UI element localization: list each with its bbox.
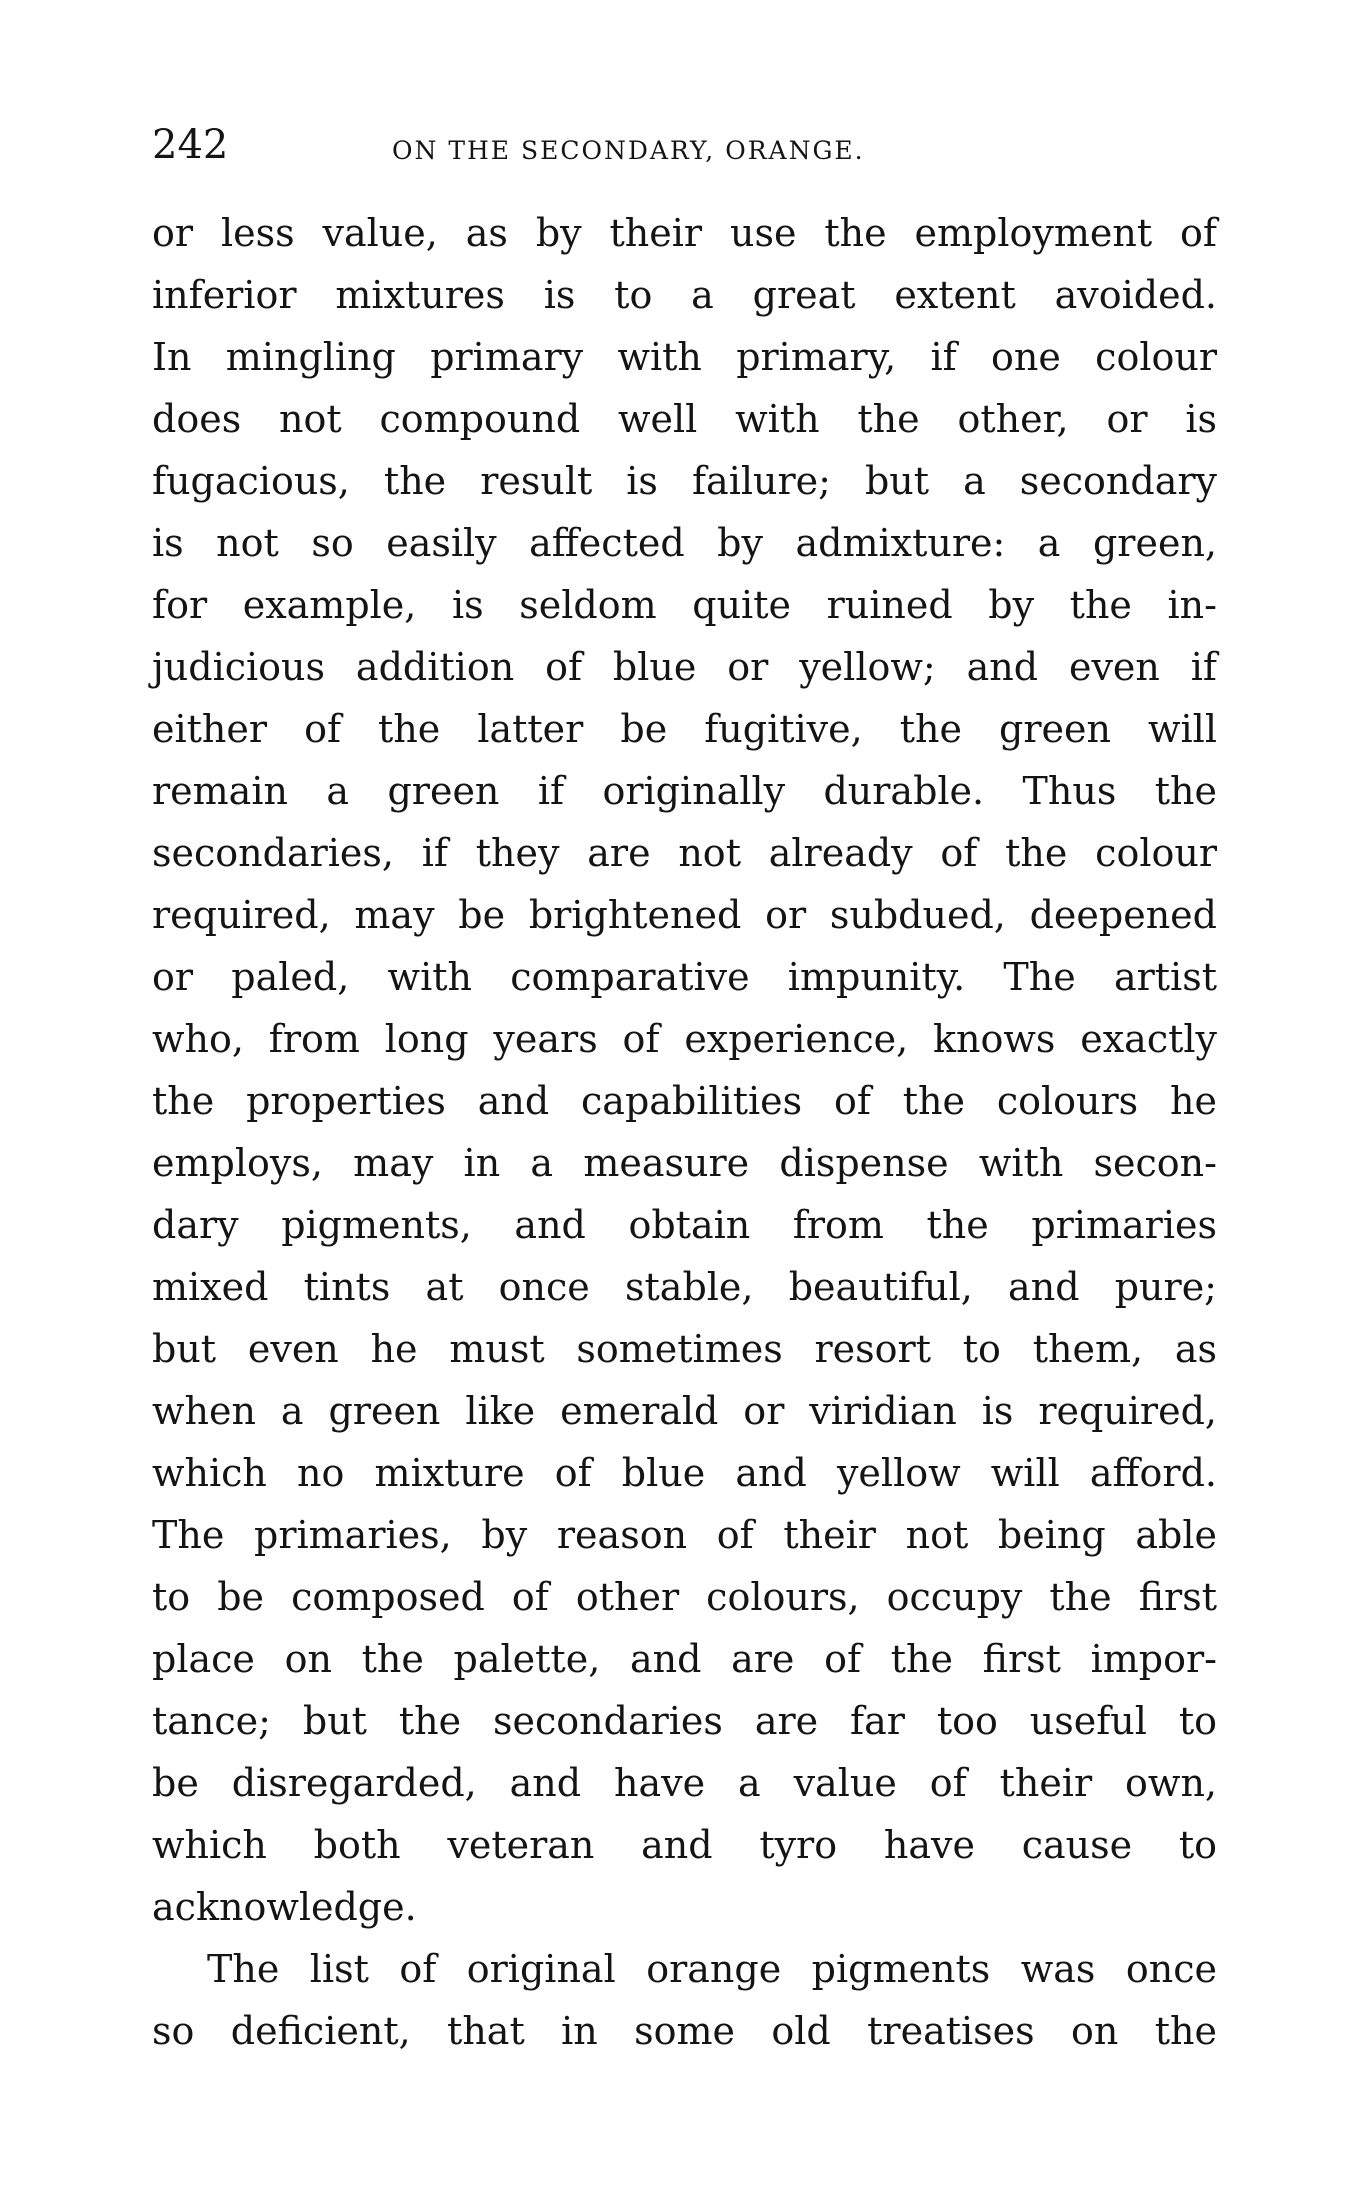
text-line: which both veteran and tyro have cause to	[152, 1823, 1217, 1867]
text-line: In mingling primary with primary, if one colour	[152, 335, 1217, 379]
text-line: employs, may in a measure dispense with secon-	[152, 1141, 1217, 1185]
text-line: inferior mixtures is to a great extent avoided.	[152, 273, 1217, 317]
body-text	[152, 202, 1217, 2062]
text-line: be disregarded, and have a value of their own,	[152, 1761, 1217, 1805]
text-line: for example, is seldom quite ruined by the in-	[152, 583, 1217, 627]
text-line: does not compound well with the other, or is	[152, 397, 1217, 441]
page-header	[152, 115, 1222, 175]
text-line: so deficient, that in some old treatises on the	[152, 2009, 1217, 2053]
text-line: secondaries, if they are not already of the colour	[152, 831, 1217, 875]
text-line: but even he must sometimes resort to them, as	[152, 1327, 1217, 1371]
text-line: place on the palette, and are of the first impor-	[152, 1637, 1217, 1681]
text-line: or paled, with comparative impunity. The artist	[152, 955, 1217, 999]
text-line: acknowledge.	[152, 1885, 417, 1929]
text-line: is not so easily affected by admixture: a green,	[152, 521, 1217, 565]
text-line: or less value, as by their use the employment of	[152, 211, 1217, 255]
text-line: The list of original orange pigments was once	[207, 1947, 1217, 1991]
text-line: judicious addition of blue or yellow; and even if	[152, 645, 1217, 689]
running-title: ON THE SECONDARY, ORANGE.	[392, 136, 865, 165]
text-line: to be composed of other colours, occupy the first	[152, 1575, 1217, 1619]
text-line: tance; but the secondaries are far too useful to	[152, 1699, 1217, 1743]
text-line: mixed tints at once stable, beautiful, and pure;	[152, 1265, 1217, 1309]
text-line: either of the latter be fugitive, the green will	[152, 707, 1217, 751]
text-line: dary pigments, and obtain from the primaries	[152, 1203, 1217, 1247]
text-line: when a green like emerald or viridian is required,	[152, 1389, 1217, 1433]
text-line: required, may be brightened or subdued, deepened	[152, 893, 1217, 937]
text-line: the properties and capabilities of the colours he	[152, 1079, 1217, 1123]
text-line: who, from long years of experience, knows exactly	[152, 1017, 1217, 1061]
text-line: fugacious, the result is failure; but a secondary	[152, 459, 1217, 503]
text-line: remain a green if originally durable. Thus the	[152, 769, 1217, 813]
text-line: The primaries, by reason of their not being able	[152, 1513, 1217, 1557]
text-line: which no mixture of blue and yellow will afford.	[152, 1451, 1217, 1495]
page-number: 242	[152, 122, 229, 168]
